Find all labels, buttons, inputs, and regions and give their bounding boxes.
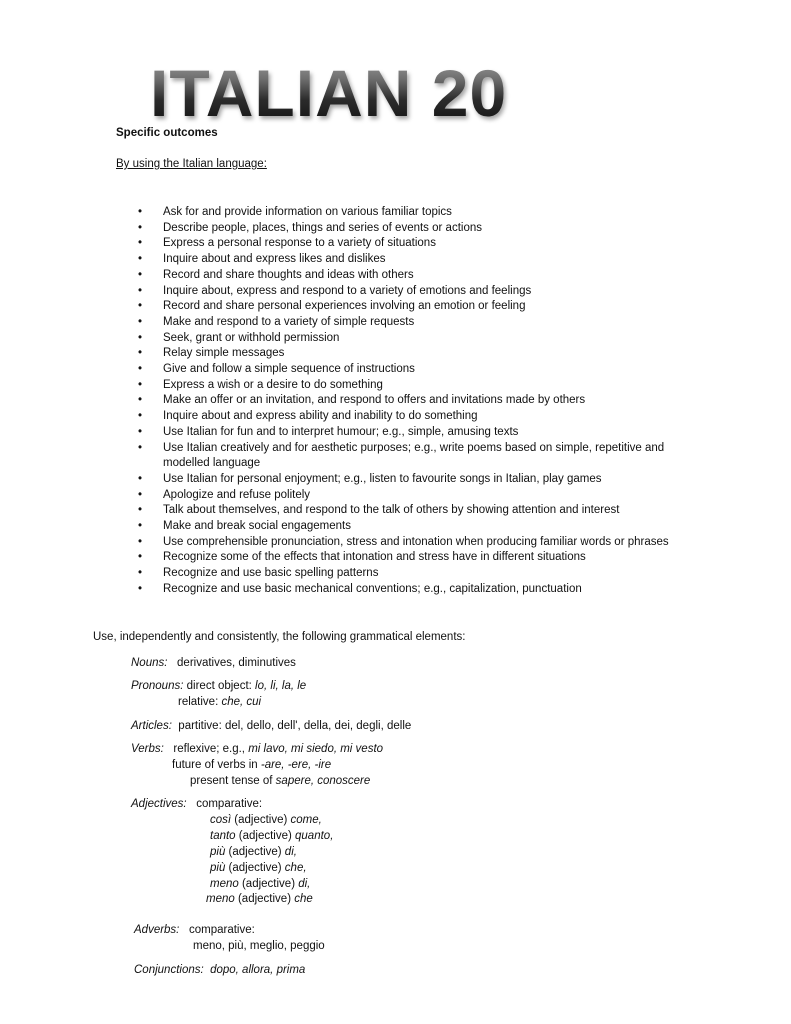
list-item: • Apologize and refuse politely (136, 488, 696, 504)
list-item: • Inquire about, express and respond to a variety of emotions and feelings (136, 284, 696, 300)
section-heading: Specific outcomes (116, 127, 218, 139)
list-item: • Recognize and use basic mechanical conventions; e.g., capitalization, punctuation (136, 582, 696, 598)
adjective-row (210, 876, 310, 892)
pronouns-relative-prefix: relative: (178, 696, 222, 708)
adjective-row-term: più (210, 862, 226, 874)
verbs-label: Verbs: (131, 743, 164, 755)
list-item: • Ask for and provide information on various familiar topics (136, 205, 696, 221)
pronouns-direct-items: lo, li, la, le (255, 680, 307, 692)
nouns-label: Nouns: (131, 657, 168, 669)
adjective-row-comparator: come, (290, 814, 322, 826)
nouns-text: derivatives, diminutives (177, 657, 296, 669)
list-item: • Use Italian for fun and to interpret humour; e.g., simple, amusing texts (136, 425, 696, 441)
adjective-row (210, 828, 333, 844)
verbs-present-prefix: present tense of (190, 775, 276, 787)
adjective-row (210, 812, 322, 828)
list-item: • Recognize and use basic spelling patterns (136, 566, 696, 582)
verbs-future-items: -are, -ere, -ire (260, 759, 332, 771)
adjective-row-middle: (adjective) (225, 846, 285, 858)
list-item: • Make an offer or an invitation, and respond to offers and invitations made by others (136, 393, 696, 409)
list-item: • Make and break social engagements (136, 519, 696, 535)
adjective-row (210, 860, 307, 876)
articles-text: partitive: del, dello, dell', della, dei, degli, delle (178, 720, 412, 732)
adjective-row-comparator: di, (284, 846, 297, 858)
grammar-intro: Use, independently and consistently, the following grammatical elements: (93, 631, 466, 643)
list-item: • Recognize some of the effects that intonation and stress have in different situations (136, 550, 696, 566)
verbs-future-line (172, 757, 331, 773)
list-item: • Describe people, places, things and series of events or actions (136, 221, 696, 237)
conjunctions-label: Conjunctions: (134, 964, 204, 976)
pronouns-relative-items: che, cui (221, 696, 262, 708)
list-item: • Express a wish or a desire to do something (136, 378, 696, 394)
adjectives-comparative: comparative: (196, 798, 263, 810)
list-item: • Use Italian creatively and for aesthetic purposes; e.g., write poems based on simple, repetitive and modelled language (136, 441, 696, 472)
adjective-row-term: tanto (210, 830, 236, 842)
adverbs-line (134, 922, 255, 938)
pronouns-line (131, 678, 306, 694)
adjective-row-term: meno (210, 878, 239, 890)
outcomes-list (136, 205, 696, 598)
list-item: • Record and share personal experiences involving an emotion or feeling (136, 299, 696, 315)
list-item: • Inquire about and express ability and inability to do something (136, 409, 696, 425)
adjective-row-term: più (210, 846, 226, 858)
verbs-line (131, 741, 383, 757)
articles-line (131, 718, 411, 734)
verbs-reflexive-items: mi lavo, mi siedo, mi vesto (248, 743, 384, 755)
list-item: • Express a personal response to a variety of situations (136, 236, 696, 252)
adjective-row-middle: (adjective) (231, 814, 291, 826)
pronouns-label: Pronouns: (131, 680, 184, 692)
verbs-reflexive-prefix: reflexive; e.g., (173, 743, 249, 755)
adverbs-label: Adverbs: (134, 924, 180, 936)
list-item: • Seek, grant or withhold permission (136, 331, 696, 347)
adjective-row-middle: (adjective) (235, 830, 296, 842)
adjective-row-comparator: di, (298, 878, 311, 890)
adjective-row-middle: (adjective) (238, 878, 299, 890)
adjective-row-middle: (adjective) (225, 862, 285, 874)
list-item: • Talk about themselves, and respond to the talk of others by showing attention and interest (136, 503, 696, 519)
adjective-row (206, 891, 313, 907)
list-item: • Inquire about and express likes and dislikes (136, 252, 696, 268)
list-item: • Relay simple messages (136, 346, 696, 362)
intro-text: By using the Italian language: (116, 158, 267, 170)
page-title: ITALIAN 20 (150, 56, 508, 130)
pronouns-direct-prefix: direct object: (186, 680, 256, 692)
verbs-present-items: sapere, conoscere (275, 775, 371, 787)
articles-label: Articles: (131, 720, 172, 732)
adjective-row-comparator: che (294, 893, 313, 905)
nouns-line (131, 655, 296, 671)
adjectives-label: Adjectives: (131, 798, 187, 810)
conjunctions-items: dopo, allora, prima (210, 964, 306, 976)
list-item: • Make and respond to a variety of simple requests (136, 315, 696, 331)
adjective-row-middle: (adjective) (234, 893, 295, 905)
adjective-row-comparator: quanto, (295, 830, 334, 842)
list-item: • Use Italian for personal enjoyment; e.g., listen to favourite songs in Italian, play games (136, 472, 696, 488)
adjective-row-term: così (210, 814, 232, 826)
adjective-row-term: meno (206, 893, 235, 905)
adjective-row (210, 844, 297, 860)
list-item: • Give and follow a simple sequence of instructions (136, 362, 696, 378)
verbs-present-line (190, 773, 370, 789)
adverbs-comparative: comparative: (188, 924, 255, 936)
adjectives-line (131, 796, 262, 812)
adverbs-items: meno, più, meglio, peggio (193, 940, 325, 952)
verbs-future-prefix: future of verbs in (172, 759, 261, 771)
pronouns-relative-line (178, 694, 261, 710)
list-item: • Record and share thoughts and ideas with others (136, 268, 696, 284)
adjective-row-comparator: che, (284, 862, 307, 874)
list-item: • Use comprehensible pronunciation, stress and intonation when producing familiar words or phrases (136, 535, 696, 551)
conjunctions-line (134, 962, 305, 978)
